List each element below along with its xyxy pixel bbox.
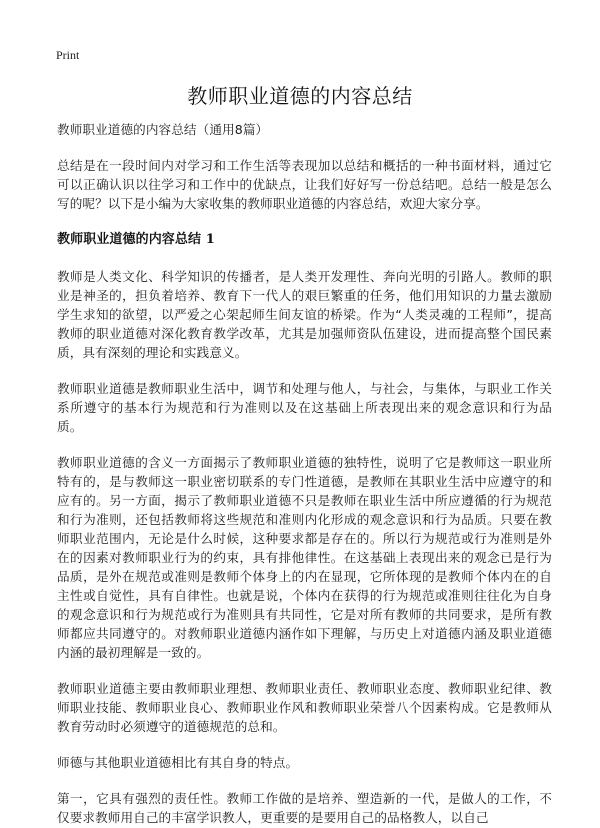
document-subtitle: 教师职业道德的内容总结（通用8篇） <box>57 122 269 137</box>
document-title: 教师职业道德的内容总结 <box>187 84 413 108</box>
body-paragraph: 第一，它具有强烈的责任性。教师工作做的是培养、塑造新的一代，是做人的工作，不仅要求教师用自己的丰富学识教人，更重要的是要用自己的品格教人，以自己 <box>57 791 552 825</box>
body-paragraph: 教师职业道德的含义一方面揭示了教师职业道德的独特性，说明了它是教师这一职业所特有的，是与教师这一职业密切联系的专门性道德，是教师在其职业生活中应遵守的和应有的。另一方面，揭示了教师职业道德不只是教师在职业生活中所应遵循的行为规范和行为准则，还包括教师将这些规范和准则内化形成的观念意识和行为品质。只要在教师职业范围内，无论是什么时候，这种要求都是存在的。所以行为规范或行为准则是外在的因素对教师职业行为的约束，具有排他律性。在这基础上表现出来的观念已是行为品质，是外在规范或准则是教师个体身上的内在显现，它所体现的是教师个体内在的自主性或自觉性，具有自律性。也就是说，个体内在获得的行为规范或准则往往化为自身的观念意识和行为规范或行为准则具有共同性，它是对所有教师的共同要求，是所有教师都应共同遵守的。对教师职业道德内涵作如下理解，与历史上对道德内涵及职业道德内涵的最初理解是一致的。 <box>57 455 552 660</box>
body-paragraph: 教师是人类文化、科学知识的传播者，是人类开发理性、奔向光明的引路人。教师的职业是神圣的，担负着培养、教育下一代人的艰巨繁重的任务，他们用知识的力量去激励学生求知的欲望，以严爱之心架起师生间友谊的桥梁。作为“人类灵魂的工程师”，提高教师的职业道德对深化教育教学改革，尤其是加强师资队伍建设，进而提高整个国民素质，具有深刻的理论和实践意义。 <box>57 269 552 360</box>
section-heading: 教师职业道德的内容总结 1 <box>57 232 215 247</box>
document-body <box>57 120 552 827</box>
body-paragraph: 教师职业道德是教师职业生活中，调节和处理与他人，与社会，与集体，与职业工作关系所遵守的基本行为规范和行为准则以及在这基础上所表现出来的观念意识和行为品质。 <box>57 381 552 434</box>
body-paragraph: 教师职业道德主要由教师职业理想、教师职业责任、教师职业态度、教师职业纪律、教师职业技能、教师职业良心、教师职业作风和教师职业荣誉八个因素构成。它是教师从教育劳动时必须遵守的道德规范的总和。 <box>57 681 552 734</box>
body-paragraph: 师德与其他职业道德相比有其自身的特点。 <box>57 755 299 770</box>
intro-paragraph: 总结是在一段时间内对学习和工作生活等表现加以总结和概括的一种书面材料，通过它可以正确认识以往学习和工作中的优缺点，让我们好好写一份总结吧。总结一般是怎么写的呢？以下是小编为大家收集的教师职业道德的内容总结，欢迎大家分享。 <box>57 158 552 211</box>
print-link[interactable]: Print <box>56 48 80 62</box>
